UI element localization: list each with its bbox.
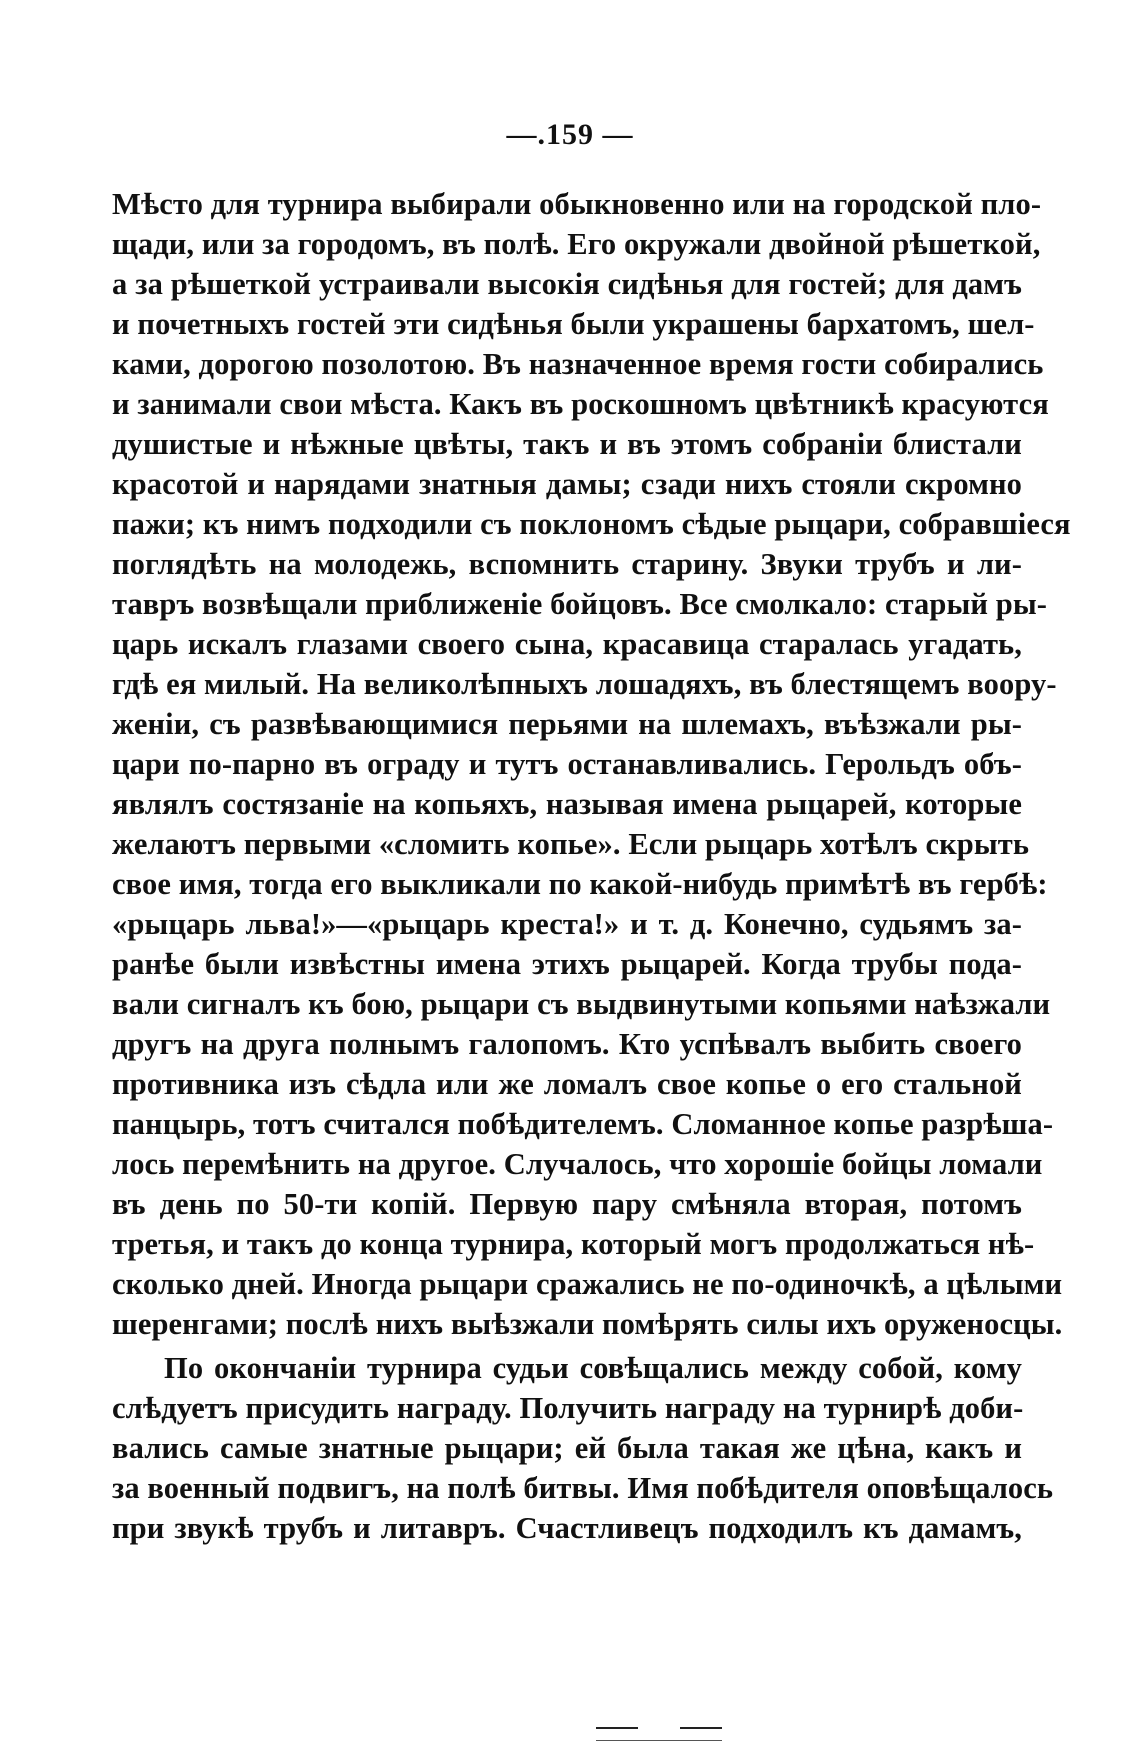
text-line: сколько дней. Иногда рыцари сражались не по-одиночкѣ, а цѣлыми xyxy=(112,1267,1063,1301)
text-line: По окончаніи турнира судьи совѣщались между собой, кому xyxy=(164,1351,1022,1385)
text-line: и занимали свои мѣста. Какъ въ роскошномъ цвѣтникѣ красуются xyxy=(112,387,1049,421)
text-line: душистые и нѣжные цвѣты, такъ и въ этомъ собраніи блистали xyxy=(112,427,1022,461)
text-line: красотой и нарядами знатныя дамы; сзади нихъ стояли скромно xyxy=(112,467,1022,501)
text-line: пажи; къ нимъ подходили съ поклономъ сѣдые рыцари, собравшіеся xyxy=(112,507,1071,541)
scan-edge-line xyxy=(596,1727,638,1729)
text-line: и почетныхъ гостей эти сидѣнья были украшены бархатомъ, шел- xyxy=(112,307,1035,341)
body-text xyxy=(112,184,1071,1548)
text-line: «рыцарь льва!»—«рыцарь креста!» и т. д. Конечно, судьямъ за- xyxy=(112,907,1022,941)
text-line: при звукѣ трубъ и литавръ. Счастливецъ подходилъ къ дамамъ, xyxy=(112,1511,1022,1545)
text-line: въ день по 50-ти копій. Первую пару смѣняла вторая, потомъ xyxy=(112,1187,1022,1221)
text-line: слѣдуетъ присудить награду. Получить награду на турнирѣ доби- xyxy=(112,1391,1024,1425)
text-line: вались самые знатные рыцари; ей была такая же цѣна, какъ и xyxy=(112,1431,1022,1465)
text-line: Мѣсто для турнира выбирали обыкновенно или на городской пло- xyxy=(112,187,1042,221)
text-line: вали сигналъ къ бою, рыцари съ выдвинутыми копьями наѣзжали xyxy=(112,987,1051,1021)
scan-edge-line xyxy=(596,1740,722,1741)
text-line: гдѣ ея милый. На великолѣпныхъ лошадяхъ, въ блестящемъ воору- xyxy=(112,667,1057,701)
text-line: женіи, съ развѣвающимися перьями на шлемахъ, въѣзжали ры- xyxy=(112,707,1022,741)
text-line: панцырь, тотъ считался побѣдителемъ. Сломанное копье разрѣша- xyxy=(112,1107,1054,1141)
paragraph-1 xyxy=(112,184,1071,1344)
text-line: ками, дорогою позолотою. Въ назначенное время гости собирались xyxy=(112,347,1044,381)
scan-edge-line xyxy=(680,1727,722,1729)
text-line: щади, или за городомъ, въ полѣ. Его окружали двойной рѣшеткой, xyxy=(112,227,1041,261)
text-line: лось перемѣнить на другое. Случалось, что хорошіе бойцы ломали xyxy=(112,1147,1043,1181)
paragraph-2 xyxy=(112,1348,1054,1548)
text-line: шеренгами; послѣ нихъ выѣзжали помѣрять силы ихъ оруженосцы. xyxy=(112,1307,1063,1341)
text-line: цари по-парно въ ограду и тутъ останавливались. Герольдъ объ- xyxy=(112,747,1022,781)
text-line: царь искалъ глазами своего сына, красавица старалась угадать, xyxy=(112,627,1022,661)
text-line: поглядѣть на молодежь, вспомнить старину. Звуки трубъ и ли- xyxy=(112,547,1022,581)
text-line: противника изъ сѣдла или же ломалъ свое копье о его стальной xyxy=(112,1067,1022,1101)
text-line: третья, и такъ до конца турнира, который могъ продолжаться нѣ- xyxy=(112,1227,1035,1261)
text-line: свое имя, тогда его выкликали по какой-нибудь примѣтѣ въ гербѣ: xyxy=(112,867,1048,901)
page-number: —.159 — xyxy=(506,118,634,151)
text-line: другъ на друга полнымъ галопомъ. Кто успѣвалъ выбить своего xyxy=(112,1027,1022,1061)
text-line: за военный подвигъ, на полѣ битвы. Имя побѣдителя оповѣщалось xyxy=(112,1471,1054,1505)
text-line: являлъ состязаніе на копьяхъ, называя имена рыцарей, которые xyxy=(112,787,1022,821)
text-line: желаютъ первыми «сломить копье». Если рыцарь хотѣлъ скрыть xyxy=(112,827,1030,861)
text-line: ранѣе были извѣстны имена этихъ рыцарей. Когда трубы пода- xyxy=(112,947,1022,981)
text-line: тавръ возвѣщали приближеніе бойцовъ. Все смолкало: старый ры- xyxy=(112,587,1047,621)
text-line: а за рѣшеткой устраивали высокія сидѣнья для гостей; для дамъ xyxy=(112,267,1022,301)
